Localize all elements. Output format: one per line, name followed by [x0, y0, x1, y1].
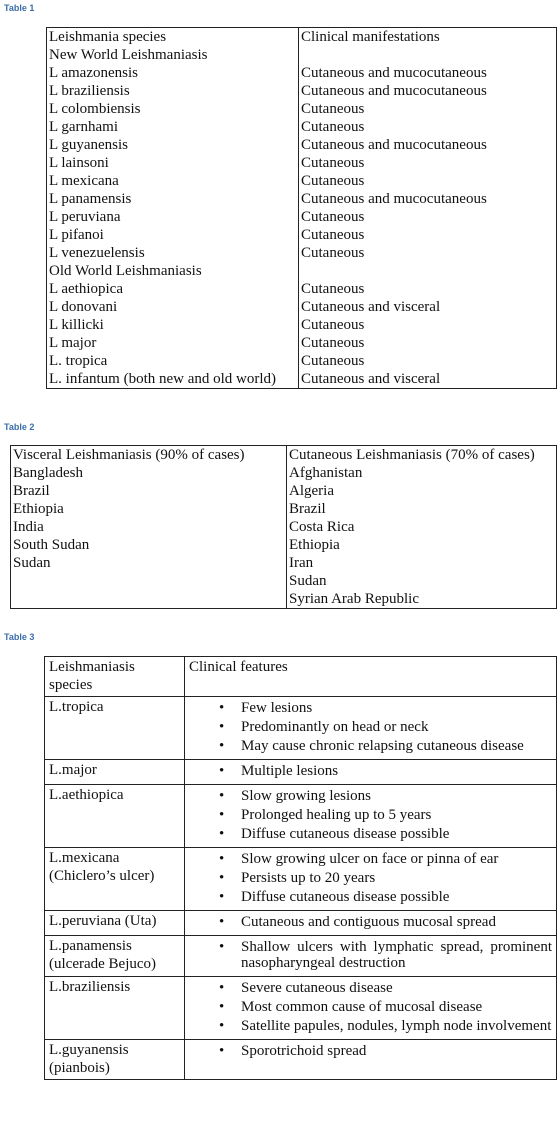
- feature-item: [189, 807, 552, 823]
- feature-text: Sporotrichoid spread: [241, 1043, 367, 1059]
- feature-item: [189, 763, 552, 779]
- table1-row: [47, 64, 557, 82]
- species-cell: L panamensis: [47, 190, 299, 208]
- cutaneous-country-cell: Iran: [287, 554, 557, 572]
- feature-text: Slow growing lesions: [241, 788, 372, 804]
- manifestation-cell: Cutaneous: [299, 334, 557, 352]
- species-cell: New World Leishmaniasis: [47, 46, 299, 64]
- bullet-icon: •: [219, 738, 225, 754]
- table3-row: [45, 936, 557, 977]
- cutaneous-country-cell: Sudan: [287, 572, 557, 590]
- table3-row: [45, 1040, 557, 1080]
- species-cell: L mexicana: [47, 172, 299, 190]
- table2-caption: Table 2: [4, 422, 35, 432]
- bullet-icon: •: [219, 914, 225, 930]
- feature-list: [189, 851, 552, 905]
- features-cell: [185, 911, 557, 936]
- table1-row: [47, 244, 557, 262]
- bullet-icon: •: [219, 870, 225, 886]
- table1: [46, 27, 557, 389]
- feature-list: [189, 939, 552, 971]
- feature-item: [189, 870, 552, 886]
- cutaneous-country-cell: Afghanistan: [287, 464, 557, 482]
- feature-text: Shallow ulcers with lymphatic spread, prominent nasopharyngeal destruction: [241, 939, 552, 971]
- manifestation-cell: Cutaneous: [299, 118, 557, 136]
- table1-row: [47, 370, 557, 389]
- table2: [10, 445, 557, 609]
- manifestation-cell: Clinical manifestations: [299, 28, 557, 47]
- feature-text: Prolonged healing up to 5 years: [241, 807, 432, 823]
- bullet-icon: •: [219, 1018, 225, 1034]
- feature-text: Predominantly on head or neck: [241, 719, 429, 735]
- species-cell: L.aethiopica: [45, 785, 185, 848]
- feature-text: Severe cutaneous disease: [241, 980, 393, 996]
- manifestation-cell: Cutaneous and mucocutaneous: [299, 190, 557, 208]
- features-cell: [185, 936, 557, 977]
- visceral-country-cell: Bangladesh: [11, 464, 287, 482]
- species-cell: L major: [47, 334, 299, 352]
- feature-item: [189, 889, 552, 905]
- species-cell: L colombiensis: [47, 100, 299, 118]
- species-cell: L killicki: [47, 316, 299, 334]
- feature-item: [189, 980, 552, 996]
- table3-row: [45, 848, 557, 911]
- table1-row: [47, 280, 557, 298]
- species-cell: L.guyanensis (pianbois): [45, 1040, 185, 1080]
- manifestation-cell: Cutaneous: [299, 352, 557, 370]
- table3-row: [45, 785, 557, 848]
- species-cell: L braziliensis: [47, 82, 299, 100]
- visceral-country-cell: South Sudan: [11, 536, 287, 554]
- bullet-icon: •: [219, 851, 225, 867]
- table3-header-row: [45, 657, 557, 697]
- species-cell: L amazonensis: [47, 64, 299, 82]
- feature-item: [189, 700, 552, 716]
- species-cell: L donovani: [47, 298, 299, 316]
- table2-row: [11, 590, 557, 609]
- table2-row: [11, 464, 557, 482]
- table2-row: [11, 482, 557, 500]
- manifestation-cell: Cutaneous: [299, 172, 557, 190]
- table1-row: [47, 136, 557, 154]
- features-cell: [185, 785, 557, 848]
- table2-header-row: [11, 446, 557, 465]
- table2-row: [11, 518, 557, 536]
- features-cell: [185, 848, 557, 911]
- visceral-country-cell: Visceral Leishmaniasis (90% of cases): [11, 446, 287, 465]
- manifestation-cell: Cutaneous: [299, 100, 557, 118]
- feature-list: [189, 763, 552, 779]
- species-cell: L.major: [45, 760, 185, 785]
- feature-text: Few lesions: [241, 700, 313, 716]
- table1-row: [47, 190, 557, 208]
- species-cell: L pifanoi: [47, 226, 299, 244]
- bullet-icon: •: [219, 807, 225, 823]
- manifestation-cell: Cutaneous: [299, 316, 557, 334]
- visceral-country-cell: [11, 590, 287, 609]
- feature-item: [189, 1043, 552, 1059]
- visceral-country-cell: Ethiopia: [11, 500, 287, 518]
- feature-item: [189, 826, 552, 842]
- manifestation-cell: Cutaneous and mucocutaneous: [299, 82, 557, 100]
- manifestation-cell: Cutaneous and visceral: [299, 298, 557, 316]
- feature-text: Cutaneous and contiguous mucosal spread: [241, 914, 496, 930]
- feature-item: [189, 1018, 552, 1034]
- feature-text: May cause chronic relapsing cutaneous disease: [241, 738, 524, 754]
- table3-row: [45, 911, 557, 936]
- species-cell: L garnhami: [47, 118, 299, 136]
- cutaneous-country-cell: Ethiopia: [287, 536, 557, 554]
- species-cell: L.mexicana (Chiclero’s ulcer): [45, 848, 185, 911]
- table1-caption: Table 1: [4, 3, 35, 13]
- feature-list: [189, 1043, 552, 1059]
- feature-text: Diffuse cutaneous disease possible: [241, 889, 450, 905]
- table1-row: [47, 172, 557, 190]
- visceral-country-cell: Brazil: [11, 482, 287, 500]
- manifestation-cell: Cutaneous and visceral: [299, 370, 557, 389]
- features-cell: [185, 697, 557, 760]
- table1-row: [47, 262, 557, 280]
- feature-item: [189, 999, 552, 1015]
- feature-item: [189, 939, 552, 971]
- cutaneous-country-cell: Syrian Arab Republic: [287, 590, 557, 609]
- table1-row: [47, 316, 557, 334]
- species-cell: L. infantum (both new and old world): [47, 370, 299, 389]
- feature-text: Satellite papules, nodules, lymph node involvement: [241, 1018, 552, 1034]
- table1-row: [47, 118, 557, 136]
- visceral-country-cell: India: [11, 518, 287, 536]
- feature-text: Multiple lesions: [241, 763, 339, 779]
- bullet-icon: •: [219, 999, 225, 1015]
- manifestation-cell: [299, 46, 557, 64]
- table3-row: [45, 760, 557, 785]
- feature-list: [189, 788, 552, 842]
- bullet-icon: •: [219, 889, 225, 905]
- species-header-cell: Leishmaniasis species: [45, 657, 185, 697]
- bullet-icon: •: [219, 1043, 225, 1059]
- feature-list: [189, 914, 552, 930]
- table3-caption: Table 3: [4, 632, 35, 642]
- table3-row: [45, 697, 557, 760]
- feature-text: Persists up to 20 years: [241, 870, 376, 886]
- manifestation-cell: Cutaneous and mucocutaneous: [299, 136, 557, 154]
- bullet-icon: •: [219, 939, 225, 955]
- species-cell: Leishmania species: [47, 28, 299, 47]
- feature-item: [189, 738, 552, 754]
- manifestation-cell: [299, 262, 557, 280]
- species-cell: L.braziliensis: [45, 977, 185, 1040]
- table3-row: [45, 977, 557, 1040]
- features-cell: [185, 1040, 557, 1080]
- feature-text: Slow growing ulcer on face or pinna of ear: [241, 851, 499, 867]
- table1-row: [47, 226, 557, 244]
- table1-header-row: [47, 28, 557, 47]
- table1-row: [47, 352, 557, 370]
- species-cell: L.peruviana (Uta): [45, 911, 185, 936]
- bullet-icon: •: [219, 763, 225, 779]
- manifestation-cell: Cutaneous: [299, 280, 557, 298]
- bullet-icon: •: [219, 826, 225, 842]
- table1-row: [47, 208, 557, 226]
- table3: [44, 656, 557, 1080]
- table2-row: [11, 572, 557, 590]
- feature-item: [189, 851, 552, 867]
- table1-row: [47, 100, 557, 118]
- feature-text: Diffuse cutaneous disease possible: [241, 826, 450, 842]
- species-cell: L.panamensis (ulcerade Bejuco): [45, 936, 185, 977]
- feature-item: [189, 914, 552, 930]
- cutaneous-country-cell: Algeria: [287, 482, 557, 500]
- feature-list: [189, 700, 552, 754]
- bullet-icon: •: [219, 719, 225, 735]
- manifestation-cell: Cutaneous: [299, 208, 557, 226]
- species-cell: L venezuelensis: [47, 244, 299, 262]
- feature-list: [189, 980, 552, 1034]
- manifestation-cell: Cutaneous: [299, 226, 557, 244]
- manifestation-cell: Cutaneous: [299, 154, 557, 172]
- species-cell: L peruviana: [47, 208, 299, 226]
- cutaneous-country-cell: Cutaneous Leishmaniasis (70% of cases): [287, 446, 557, 465]
- species-cell: L.tropica: [45, 697, 185, 760]
- species-cell: Old World Leishmaniasis: [47, 262, 299, 280]
- bullet-icon: •: [219, 788, 225, 804]
- bullet-icon: •: [219, 700, 225, 716]
- feature-item: [189, 788, 552, 804]
- features-cell: [185, 977, 557, 1040]
- feature-item: [189, 719, 552, 735]
- table1-row: [47, 334, 557, 352]
- table1-row: [47, 46, 557, 64]
- table1-row: [47, 154, 557, 172]
- manifestation-cell: Cutaneous and mucocutaneous: [299, 64, 557, 82]
- table1-row: [47, 82, 557, 100]
- table2-row: [11, 536, 557, 554]
- table2-row: [11, 554, 557, 572]
- visceral-country-cell: [11, 572, 287, 590]
- species-cell: L. tropica: [47, 352, 299, 370]
- manifestation-cell: Cutaneous: [299, 244, 557, 262]
- table2-row: [11, 500, 557, 518]
- species-cell: L aethiopica: [47, 280, 299, 298]
- species-cell: L lainsoni: [47, 154, 299, 172]
- species-cell: L guyanensis: [47, 136, 299, 154]
- feature-text: Most common cause of mucosal disease: [241, 999, 483, 1015]
- features-cell: [185, 760, 557, 785]
- cutaneous-country-cell: Brazil: [287, 500, 557, 518]
- cutaneous-country-cell: Costa Rica: [287, 518, 557, 536]
- features-header-cell: Clinical features: [185, 657, 557, 697]
- visceral-country-cell: Sudan: [11, 554, 287, 572]
- table1-row: [47, 298, 557, 316]
- bullet-icon: •: [219, 980, 225, 996]
